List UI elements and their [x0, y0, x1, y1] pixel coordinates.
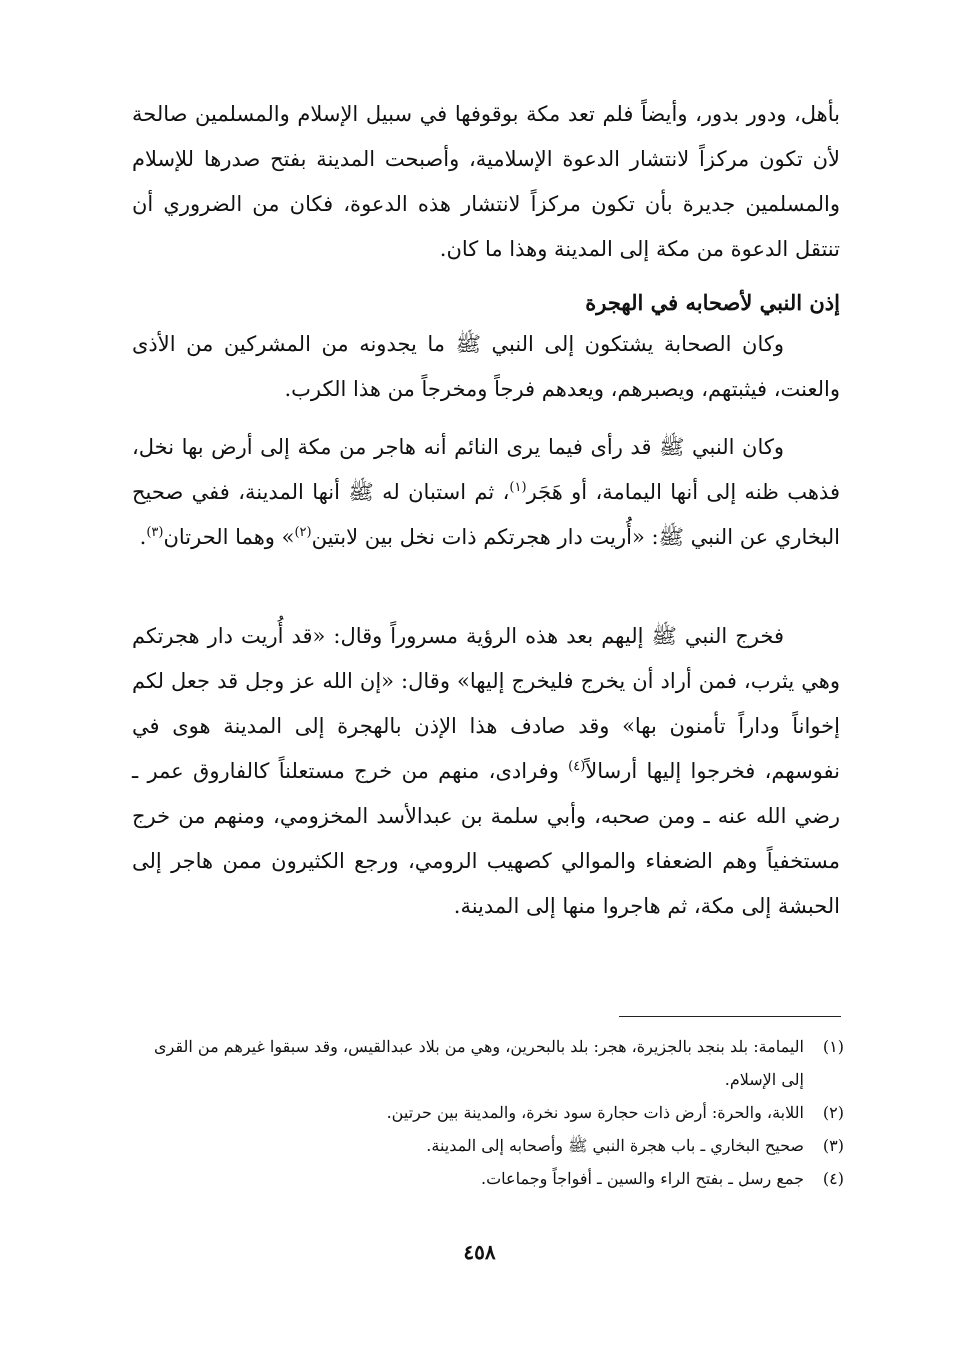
footnote-4: [132, 1162, 844, 1195]
footnote-text: اللابة، والحرة: أرض ذات حجارة سود نخرة، والمدينة بين حرتين.: [386, 1103, 804, 1122]
footnote-number: (٤): [822, 1169, 844, 1188]
paragraph-3-text-d: .: [139, 525, 147, 549]
paragraph-3-text-c: » وهما الحرتان: [163, 525, 295, 549]
footnote-divider: [619, 1016, 841, 1017]
footnote-text: جمع رسل ـ بفتح الراء والسين ـ أفواجاً وجماعات.: [481, 1169, 804, 1188]
paragraph-4-text-b: وفرادى، منهم من خرج مستعلناً كالفاروق عمر ـ رضي الله عنه ـ ومن صحبه، وأبي سلمة بن عبدالأسد المخزومي، ومنهم من خرج مستخفياً وهم الضعفاء والموالي كصهيب الرومي، ورجع الكثيرون ممن هاجر إلى الحبشة إلى مكة، ثم هاجروا منها إلى المدينة.: [132, 759, 840, 918]
paragraph-1: بأهل، ودور بدور، وأيضاً فلم تعد مكة بوقوفها في سبيل الإسلام والمسلمين صالحة لأن تكون مركزاً لانتشار الدعوة الإسلامية، وأصبحت المدينة بفتح صدرها للإسلام والمسلمين جديرة بأن تكون مركزاً لانتشار هذه الدعوة، فكان من الضروري أن تنتقل الدعوة من مكة إلى المدينة وهذا ما كان.: [132, 102, 840, 261]
paragraph-3-text-b: ، ثم استبان له ﷺ أنها المدينة، ففي صحيح البخاري عن النبي ﷺ: «أُريت دار هجرتكم ذات نخل بين لابتين: [132, 480, 840, 549]
footnote-1: [132, 1030, 844, 1096]
footnote-text: صحيح البخاري ـ باب هجرة النبي ﷺ وأصحابه إلى المدينة.: [426, 1136, 804, 1155]
footnote-3: [132, 1129, 844, 1162]
footnote-number: (٣): [822, 1136, 844, 1155]
paragraph-3: [132, 425, 840, 560]
footnotes: [132, 1030, 844, 1195]
footnote-ref-1: (١): [509, 480, 527, 495]
footnote-number: (٢): [822, 1103, 844, 1122]
footnote-2: [132, 1096, 844, 1129]
paragraph-2: وكان الصحابة يشتكون إلى النبي ﷺ ما يجدونه من المشركين من الأذى والعنت، فيثبتهم، ويصبرهم، ويعدهم فرجاً ومخرجاً من هذا الكرب.: [132, 332, 840, 401]
page-number: ٤٥٨: [463, 1240, 496, 1264]
footnote-number: (١): [822, 1037, 844, 1056]
footnote-ref-2: (٢): [294, 525, 312, 540]
paragraph-3-text-a: وكان النبي ﷺ قد رأى فيما يرى النائم أنه هاجر من مكة إلى أرض بها نخل، فذهب ظنه إلى أنها اليمامة، أو هَجَر: [132, 435, 840, 504]
footnote-ref-3: (٣): [146, 525, 164, 540]
footnote-ref-4: (٤): [568, 759, 586, 774]
paragraph-4: [132, 614, 840, 929]
paragraph-4-text-a: فخرج النبي ﷺ إليهم بعد هذه الرؤية مسروراً وقال: «قد أُريت دار هجرتكم وهي يثرب، فمن أراد أن يخرج فليخرج إليها» وقال: «إن الله عز وجل قد جعل لكم إخواناً وداراً تأمنون بها» وقد صادف هذا الإذن بالهجرة إلى المدينة هوى في نفوسهم، فخرجوا إليها أرسالاً: [132, 624, 841, 783]
section-heading: إذن النبي لأصحابه في الهجرة: [585, 290, 840, 315]
footnote-text: اليمامة: بلد بنجد بالجزيرة، هجر: بلد بالبحرين، وهي من بلاد عبدالقيس، وقد سبقوا غيرهم من القرى إلى الإسلام.: [154, 1037, 804, 1089]
